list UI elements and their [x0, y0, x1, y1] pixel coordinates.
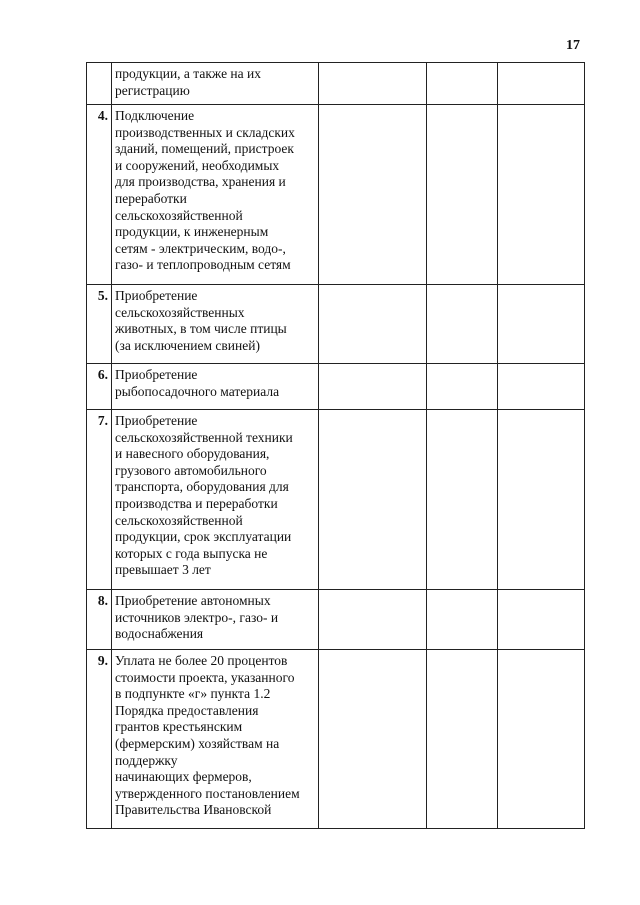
table-row: [87, 590, 585, 650]
table-row: [87, 410, 585, 590]
row-description: Приобретение сельскохозяйственной техники и навесного оборудования, грузового автомобильного транспорта, оборудования для производства и переработки сельскохозяйственной продукции, срок эксплуатации которых с года выпуска не превышает 3 лет: [112, 410, 319, 590]
table-row: [87, 650, 585, 829]
empty-cell: [427, 410, 498, 590]
table-row: [87, 364, 585, 410]
empty-cell: [498, 105, 585, 285]
empty-cell: [319, 364, 427, 410]
empty-cell: [319, 285, 427, 364]
empty-cell: [498, 63, 585, 105]
empty-cell: [319, 105, 427, 285]
row-number: 8.: [87, 590, 112, 650]
row-description: Подключение производственных и складских зданий, помещений, пристроек и сооружений, необходимых для производства, хранения и переработки сельскохозяйственной продукции, к инженерным сетям - электрическим, водо-, газо- и теплопроводным сетям: [112, 105, 319, 285]
empty-cell: [427, 63, 498, 105]
empty-cell: [319, 590, 427, 650]
row-number: [87, 63, 112, 105]
table-row: [87, 63, 585, 105]
row-description: Уплата не более 20 процентов стоимости проекта, указанного в подпункте «г» пункта 1.2 Порядка предоставления грантов крестьянским (фермерским) хозяйствам на поддержку начинающих фермеров, утвержденного постановлением Правительства Ивановской: [112, 650, 319, 829]
row-number: 7.: [87, 410, 112, 590]
empty-cell: [319, 410, 427, 590]
empty-cell: [319, 650, 427, 829]
empty-cell: [498, 590, 585, 650]
row-description: продукции, а также на их регистрацию: [112, 63, 319, 105]
expense-table: [86, 62, 585, 829]
table-row: [87, 105, 585, 285]
empty-cell: [498, 364, 585, 410]
empty-cell: [427, 105, 498, 285]
row-description: Приобретение автономных источников электро-, газо- и водоснабжения: [112, 590, 319, 650]
empty-cell: [319, 63, 427, 105]
empty-cell: [498, 285, 585, 364]
row-description: Приобретение рыбопосадочного материала: [112, 364, 319, 410]
row-number: 5.: [87, 285, 112, 364]
row-number: 9.: [87, 650, 112, 829]
table-row: [87, 285, 585, 364]
row-number: 6.: [87, 364, 112, 410]
row-number: 4.: [87, 105, 112, 285]
empty-cell: [427, 364, 498, 410]
empty-cell: [498, 410, 585, 590]
row-description: Приобретение сельскохозяйственных животных, в том числе птицы (за исключением свиней): [112, 285, 319, 364]
empty-cell: [498, 650, 585, 829]
empty-cell: [427, 285, 498, 364]
empty-cell: [427, 650, 498, 829]
page-number: 17: [566, 38, 580, 53]
empty-cell: [427, 590, 498, 650]
